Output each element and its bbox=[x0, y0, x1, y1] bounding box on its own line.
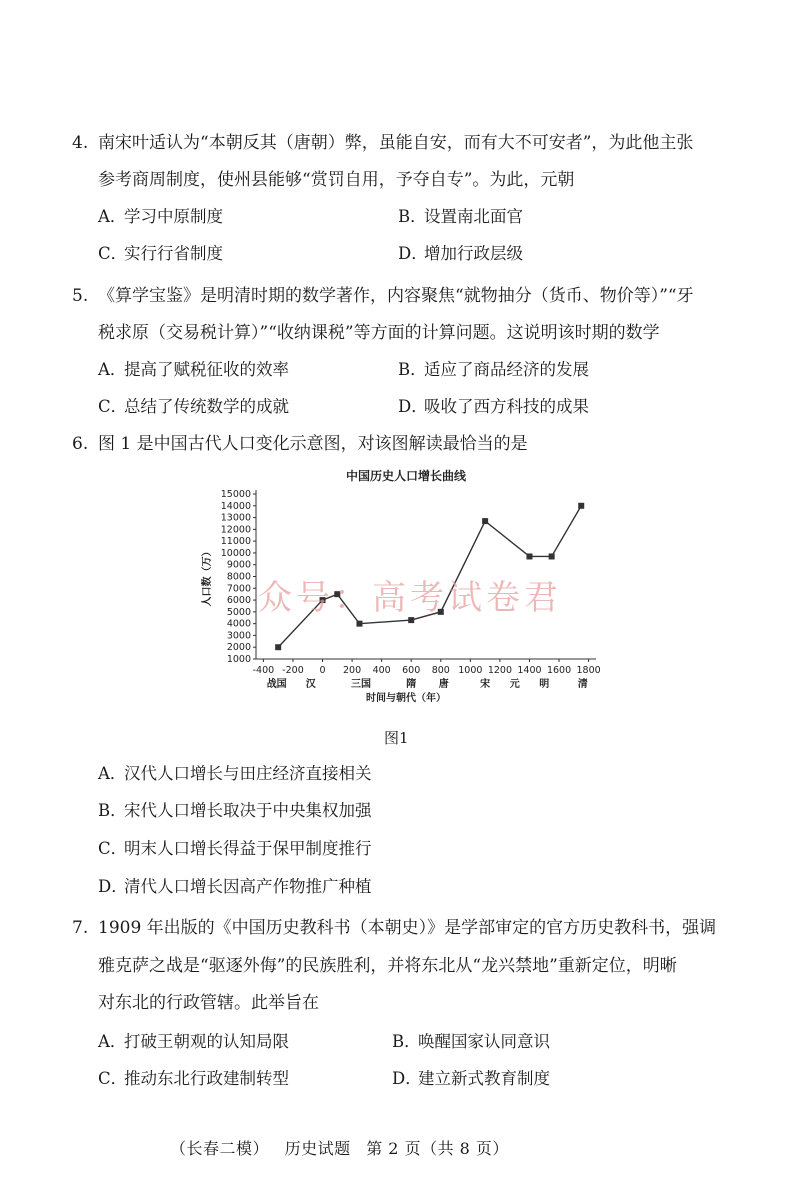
q4-option-a[interactable]: A．学习中原制度 bbox=[98, 207, 223, 226]
q5-option-b[interactable]: B．适应了商品经济的发展 bbox=[398, 360, 589, 379]
dynasty-label: 元 bbox=[509, 679, 520, 690]
y-tick-label: 12000 bbox=[220, 524, 251, 536]
y-tick-label: 6000 bbox=[226, 595, 251, 607]
q6-stem-line1: 图 1 是中国古代人口变化示意图，对该图解读最恰当的是 bbox=[98, 434, 528, 454]
y-tick-label: 4000 bbox=[226, 618, 251, 630]
x-tick-label: 1400 bbox=[517, 665, 542, 676]
q7-number: 7. bbox=[72, 918, 89, 938]
q5-option-a[interactable]: A．提高了赋税征收的效率 bbox=[98, 360, 289, 379]
dynasty-label: 汉 bbox=[305, 679, 316, 690]
dynasty-label: 清 bbox=[577, 679, 588, 690]
y-tick-label: 9000 bbox=[226, 559, 251, 571]
data-point bbox=[356, 621, 362, 627]
q6-option-b[interactable]: B．宋代人口增长取决于中央集权加强 bbox=[98, 801, 372, 820]
q5-option-c[interactable]: C．总结了传统数学的成就 bbox=[98, 397, 289, 416]
q4-option-c[interactable]: C．实行行省制度 bbox=[98, 244, 223, 263]
q7-option-d[interactable]: D．建立新式教育制度 bbox=[392, 1069, 550, 1088]
y-tick-label: 3000 bbox=[226, 630, 251, 642]
data-point bbox=[526, 553, 532, 559]
dynasty-label: 明 bbox=[539, 679, 550, 690]
q7-stem-line2: 雅克萨之战是“驱逐外侮”的民族胜利，并将东北从“龙兴禁地”重新定位，明晰 bbox=[98, 956, 677, 976]
x-tick-label: 200 bbox=[343, 665, 362, 676]
footer-exam: （长春二模） bbox=[170, 1139, 270, 1158]
dynasty-label: 战国 bbox=[266, 679, 287, 690]
x-tick-label: 1200 bbox=[487, 665, 513, 676]
q5-stem-line1: 《算学宝鉴》是明清时期的数学著作，内容聚焦“就物抽分（货币、物价等）”“牙 bbox=[98, 286, 694, 306]
data-point bbox=[275, 644, 281, 650]
y-tick-label: 15000 bbox=[220, 489, 251, 500]
q4-stem-line1: 南宋叶适认为“本朝反其（唐朝）弊，虽能自安，而有大不可安者”，为此他主张 bbox=[98, 133, 694, 153]
y-tick-label: 11000 bbox=[220, 536, 251, 548]
q7-option-c[interactable]: C．推动东北行政建制转型 bbox=[98, 1069, 289, 1088]
q6-option-c[interactable]: C．明末人口增长得益于保甲制度推行 bbox=[98, 839, 372, 858]
y-tick-label: 14000 bbox=[220, 500, 251, 512]
y-tick-label: 10000 bbox=[220, 547, 251, 559]
q4-option-b[interactable]: B．设置南北面官 bbox=[398, 207, 523, 226]
y-tick-label: 5000 bbox=[226, 606, 251, 618]
q5-option-d[interactable]: D．吸收了西方科技的成果 bbox=[398, 397, 589, 416]
q5-number: 5. bbox=[72, 286, 89, 306]
x-axis-label: 时间与朝代（年） bbox=[366, 693, 446, 704]
figure-caption: 图1 bbox=[384, 729, 409, 747]
q7-option-a[interactable]: A．打破王朝观的认知局限 bbox=[98, 1032, 289, 1051]
x-tick-label: -200 bbox=[282, 665, 304, 676]
x-tick-label: 1000 bbox=[458, 665, 483, 676]
q4-number: 4. bbox=[72, 133, 89, 153]
data-point bbox=[578, 503, 584, 509]
y-axis-label: 人口数（万） bbox=[202, 546, 213, 607]
q6-number: 6. bbox=[72, 434, 89, 454]
q7-option-b[interactable]: B．唤醒国家认同意识 bbox=[392, 1032, 550, 1051]
q7-stem-line1: 1909 年出版的《中国历史教科书（本朝史）》是学部审定的官方历史教科书，强调 bbox=[98, 918, 717, 938]
y-tick-label: 2000 bbox=[226, 642, 251, 654]
x-tick-label: -400 bbox=[252, 665, 275, 676]
q5-stem-line2: 税求原（交易税计算）”“收纳课税”等方面的计算问题。这说明该时期的数学 bbox=[98, 323, 660, 343]
q7-stem-line3: 对东北的行政管辖。此举旨在 bbox=[98, 993, 319, 1013]
data-point bbox=[549, 553, 555, 559]
x-tick-label: 1600 bbox=[546, 665, 572, 676]
y-tick-label: 7000 bbox=[226, 583, 251, 595]
x-tick-label: 400 bbox=[372, 665, 391, 676]
watermark-text: 众号：高考试卷君 bbox=[258, 578, 562, 618]
dynasty-label: 三国 bbox=[350, 679, 371, 690]
dynasty-label: 宋 bbox=[480, 679, 491, 690]
q4-option-d[interactable]: D．增加行政层级 bbox=[398, 244, 523, 263]
dynasty-label: 唐 bbox=[438, 679, 449, 690]
page-footer bbox=[170, 1136, 519, 1159]
q4-stem-line2: 参考商周制度，使州县能够“赏罚自用，予夺自专”。为此，元朝 bbox=[98, 170, 575, 190]
chart-title: 中国历史人口增长曲线 bbox=[345, 469, 467, 483]
footer-page: 第 2 页（共 8 页） bbox=[366, 1139, 509, 1158]
x-tick-label: 600 bbox=[402, 665, 421, 676]
y-tick-label: 13000 bbox=[220, 512, 251, 524]
y-tick-label: 1000 bbox=[226, 654, 251, 665]
x-tick-label: 0 bbox=[319, 665, 326, 676]
x-tick-label: 800 bbox=[431, 665, 450, 676]
dynasty-label: 隋 bbox=[406, 679, 417, 690]
q6-option-d[interactable]: D．清代人口增长因高产作物推广种植 bbox=[98, 877, 372, 896]
data-point bbox=[482, 518, 488, 524]
x-tick-label: 1800 bbox=[576, 665, 601, 676]
footer-subject: 历史试题 bbox=[284, 1139, 351, 1158]
y-tick-label: 8000 bbox=[226, 571, 251, 583]
q6-option-a[interactable]: A．汉代人口增长与田庄经济直接相关 bbox=[98, 764, 372, 783]
